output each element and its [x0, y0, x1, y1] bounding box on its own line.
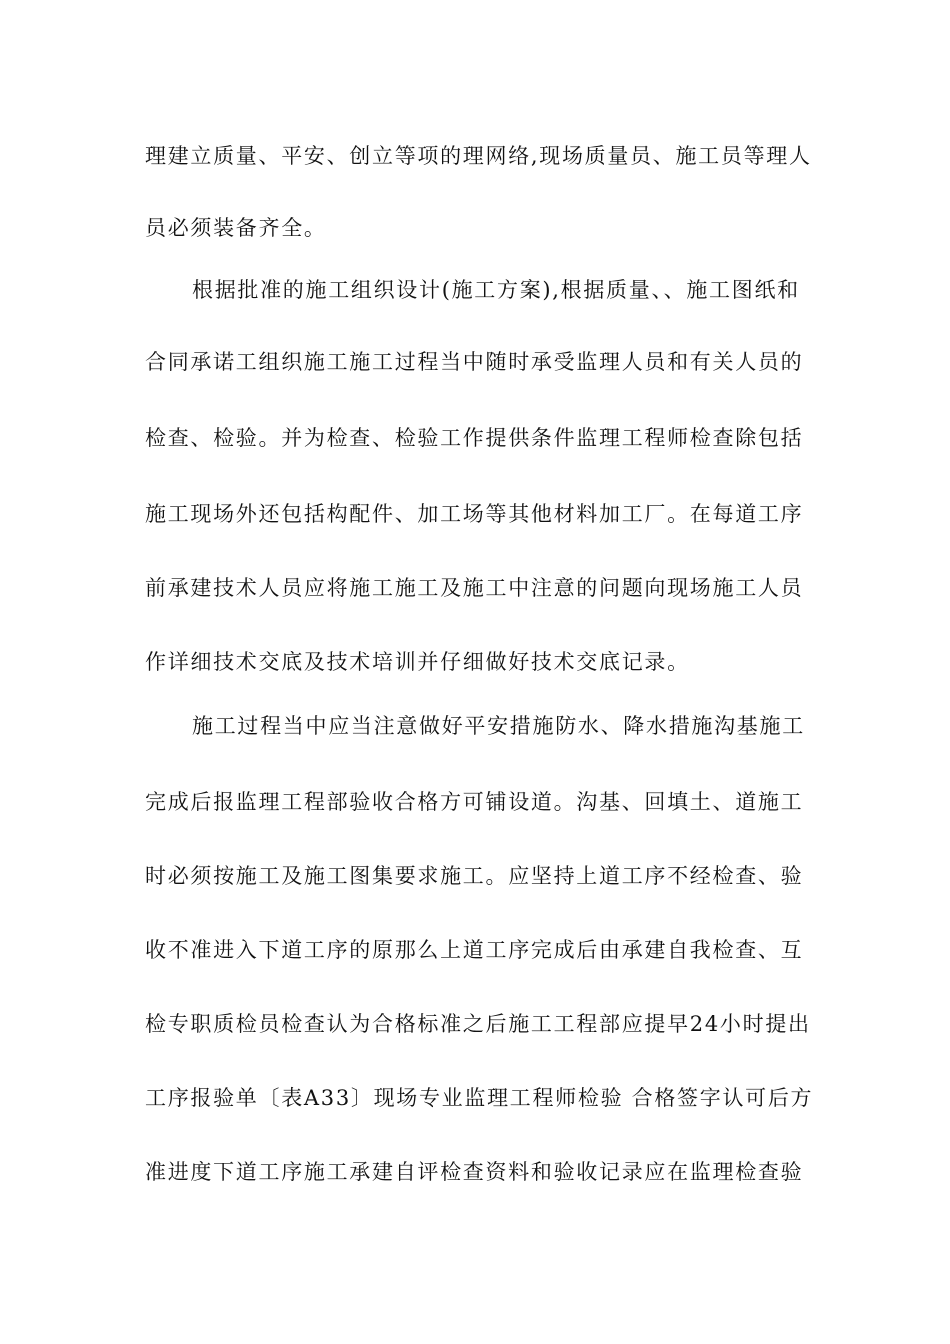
text-line-12: 收不准进入下道工序的原那么上道工序完成后由承建自我检查、互	[145, 938, 804, 962]
text-line-10: 完成后报监理工程部验收合格方可铺设道。沟基、回填土、道施工	[145, 790, 804, 814]
text-line-13: 检专职质检员检查认为合格标准之后施工工程部应提早24小时提出	[145, 1012, 811, 1036]
text-line-8: 作详细技术交底及技术培训并仔细做好技术交底记录。	[145, 650, 690, 674]
text-line-5: 检查、检验。并为检查、检验工作提供条件监理工程师检查除包括	[145, 426, 804, 450]
text-line-14: 工序报验单〔表A33〕现场专业监理工程师检验 合格签字认可后方	[145, 1086, 814, 1110]
text-line-7: 前承建技术人员应将施工施工及施工中注意的问题向现场施工人员	[145, 576, 804, 600]
text-line-15: 准进度下道工序施工承建自评检查资料和验收记录应在监理检查验	[145, 1160, 804, 1184]
text-line-9: 施工过程当中应当注意做好平安措施防水、降水措施沟基施工	[192, 714, 805, 738]
text-line-11: 时必须按施工及施工图集要求施工。应坚持上道工序不经检查、验	[145, 864, 804, 888]
text-line-2: 员必须装备齐全。	[145, 216, 327, 240]
text-line-6: 施工现场外还包括构配件、加工场等其他材料加工厂。在每道工序	[145, 502, 804, 526]
text-line-4: 合同承诺工组织施工施工过程当中随时承受监理人员和有关人员的	[145, 350, 804, 374]
text-line-3: 根据批准的施工组织设计(施工方案),根据质量、、施工图纸和	[192, 278, 800, 302]
text-line-1: 理建立质量、平安、创立等项的理网络,现场质量员、施工员等理人	[145, 144, 812, 168]
